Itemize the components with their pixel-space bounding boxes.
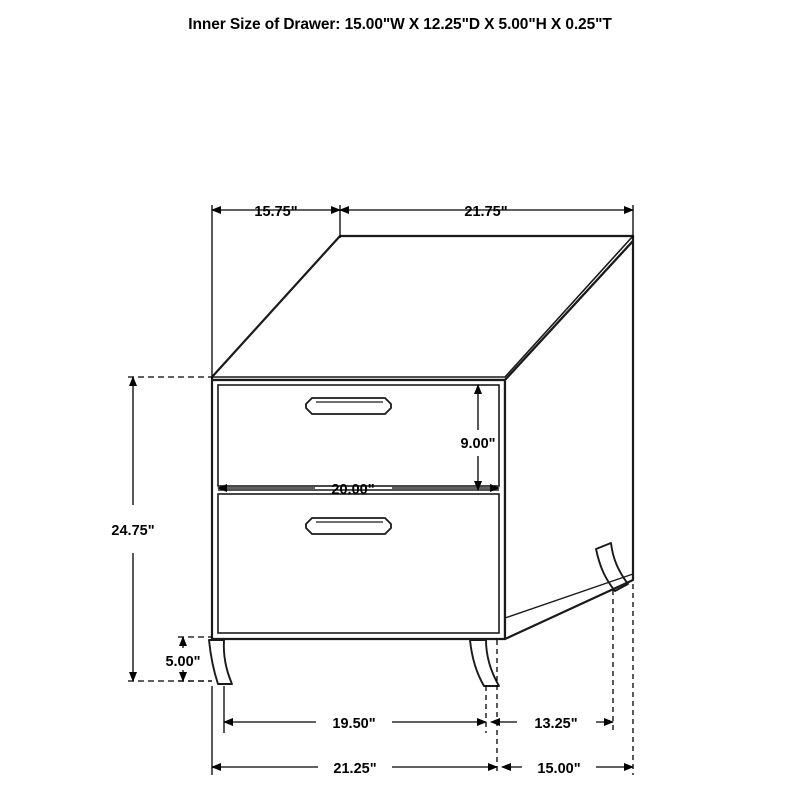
label-front-base-width: 19.50": [332, 716, 376, 732]
label-leg-height: 5.00": [165, 654, 201, 670]
label-side-overall-depth: 15.00": [537, 761, 581, 777]
drawer-upper: [218, 385, 499, 486]
leg-front-right: [470, 640, 499, 686]
label-drawer-height: 9.00": [460, 436, 496, 452]
label-top-depth: 15.75": [254, 204, 298, 220]
drawer-lower: [218, 494, 499, 633]
drawer-group: [218, 385, 499, 633]
leg-front-left: [209, 640, 232, 684]
label-overall-height: 24.75": [111, 523, 155, 539]
label-side-base-depth: 13.25": [534, 716, 578, 732]
label-top-width: 21.75": [464, 204, 508, 220]
page-title: Inner Size of Drawer: 15.00"W X 12.25"D X 5.00"H X 0.25"T: [188, 16, 612, 33]
label-drawer-front-width: 20.00": [331, 482, 375, 498]
label-front-overall-width: 21.25": [333, 761, 377, 777]
